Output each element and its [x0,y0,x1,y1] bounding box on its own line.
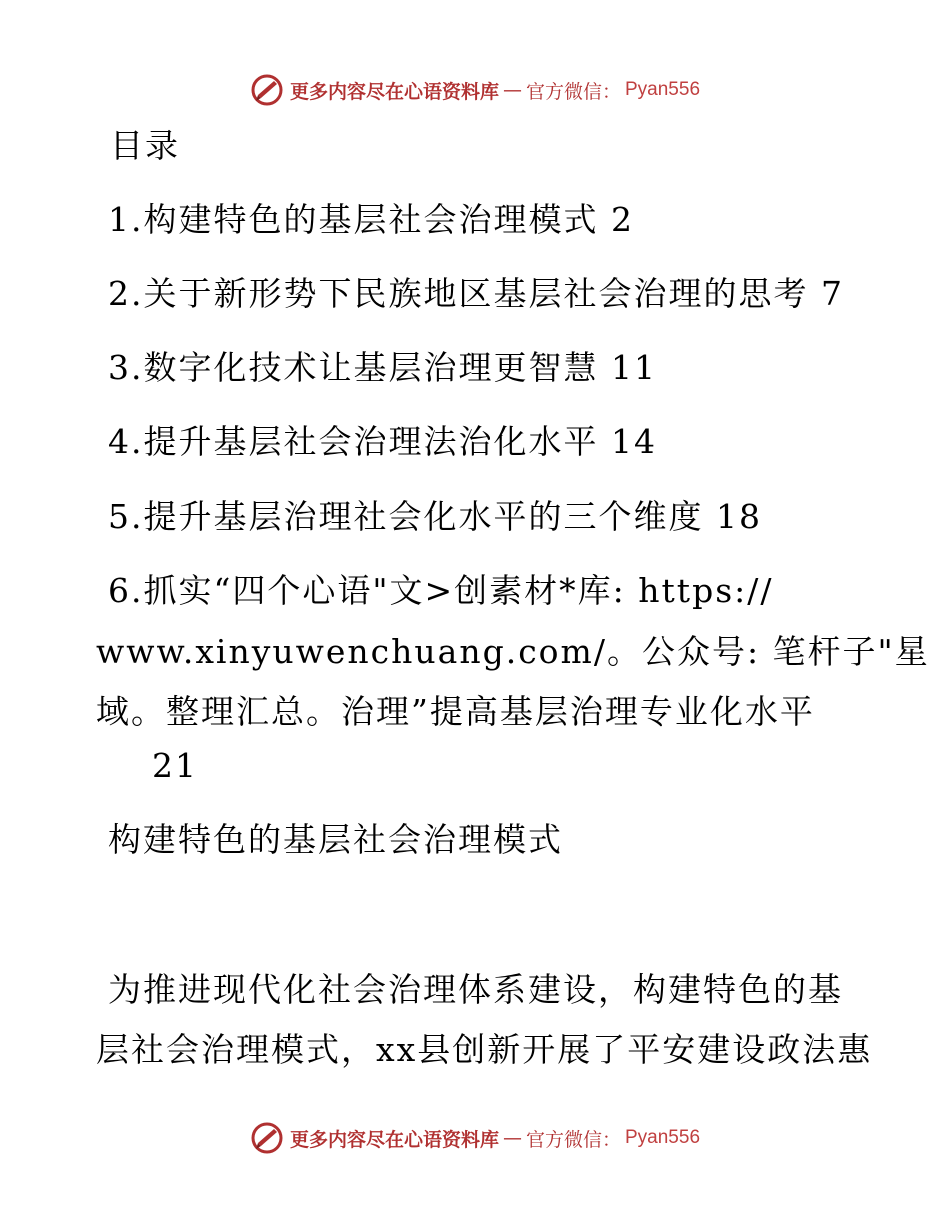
paragraph-line-2: 层社会治理模式，xx县创新开展了平安建设政法惠 [96,1030,873,1069]
toc-title: 目录 [110,126,180,165]
footer-watermark [0,1118,950,1158]
watermark-wechat-label: 官方微信： [525,80,621,103]
toc-item-4: 4.提升基层社会治理法治化水平 14 [108,422,657,461]
watermark-handle: Pyan556 [625,1127,701,1148]
watermark-brand: 更多内容尽在心语资料库 [289,80,499,103]
toc-item-6-line-2: www.xinyuwenchuang.com/。公众号: 笔杆子"星 [96,632,930,671]
watermark-brand: 更多内容尽在心语资料库 [289,1128,499,1151]
header-watermark [0,70,950,110]
toc-item-2: 2.关于新形势下民族地区基层社会治理的思考 7 [108,274,844,313]
paragraph-line-1: 为推进现代化社会治理体系建设，构建特色的基 [108,970,843,1009]
section-heading: 构建特色的基层社会治理模式 [108,820,563,859]
toc-item-6-line-4: 21 [152,746,198,785]
watermark-dash: — [502,79,522,101]
toc-item-6-line-1: 6.抓实“四个心语"文>创素材*库: https:// [108,571,774,610]
watermark-handle: Pyan556 [625,79,701,100]
toc-item-1: 1.构建特色的基层社会治理模式 2 [108,200,634,239]
watermark-dash: — [502,1127,522,1149]
watermark-wechat-label: 官方微信： [525,1128,621,1151]
toc-item-5: 5.提升基层治理社会化水平的三个维度 18 [108,497,762,536]
pen-logo-icon [250,73,284,107]
toc-item-3: 3.数字化技术让基层治理更智慧 11 [108,348,657,387]
pen-logo-icon [250,1121,284,1155]
toc-item-6-line-3: 域。整理汇总。治理”提高基层治理专业化水平 [96,692,815,731]
